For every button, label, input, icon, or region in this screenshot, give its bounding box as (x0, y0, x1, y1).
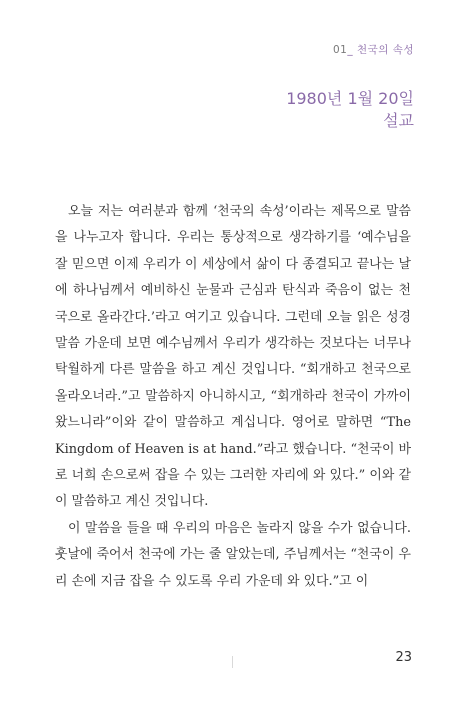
running-head (333, 42, 414, 57)
chapter-title: 천국의 속성 (356, 44, 414, 56)
paragraph-2: 이 말씀을 들을 때 우리의 마음은 놀라지 않을 수가 없습니다. 훗날에 죽어서 천국에 가는 줄 알았는데, 주님께서는 “천국이 우리 손에 지금 잡을 수 있도록 우리 가운데 와 있다.”고 이 (55, 520, 411, 589)
sermon-type: 설교 (383, 111, 414, 130)
margin-mark (232, 656, 233, 668)
sermon-header (286, 88, 414, 132)
page-number: 23 (395, 650, 412, 665)
body-text (55, 199, 411, 595)
sermon-date: 1980년 1월 20일 (286, 89, 414, 108)
chapter-separator: _ (347, 44, 354, 56)
paragraph-1: 오늘 저는 여러분과 함께 ‘천국의 속성’이라는 제목으로 말씀을 나누고자 합니다. 우리는 통상적으로 생각하기를 ‘예수님을 잘 믿으면 이제 우리가 이 세상에서 삶이 다 종결되고 끝나는 날에 하나님께서 예비하신 눈물과 근심과 탄식과 죽음이 없는 천국으로 올라간다.’라고 여기고 있습니다. 그런데 오늘 읽은 성경 말씀 가운데 보면 예수님께서 우리가 생각하는 것보다는 너무나 탁월하게 다른 말씀을 하고 계신 것입니다. “회개하고 천국으로 올라오너라.”고 말씀하지 아니하시고, “회개하라 천국이 가까이 왔느니라”이와 같이 말씀하고 계십니다. 영어로 말하면 “The Kingdom of Heaven is at hand.”라고 했습니다. “천국이 바로 너희 손으로써 잡을 수 있는 그러한 자리에 와 있다.” 이와 같이 말씀하고 계신 것입니다. (55, 204, 411, 510)
chapter-number: 01 (332, 44, 348, 56)
